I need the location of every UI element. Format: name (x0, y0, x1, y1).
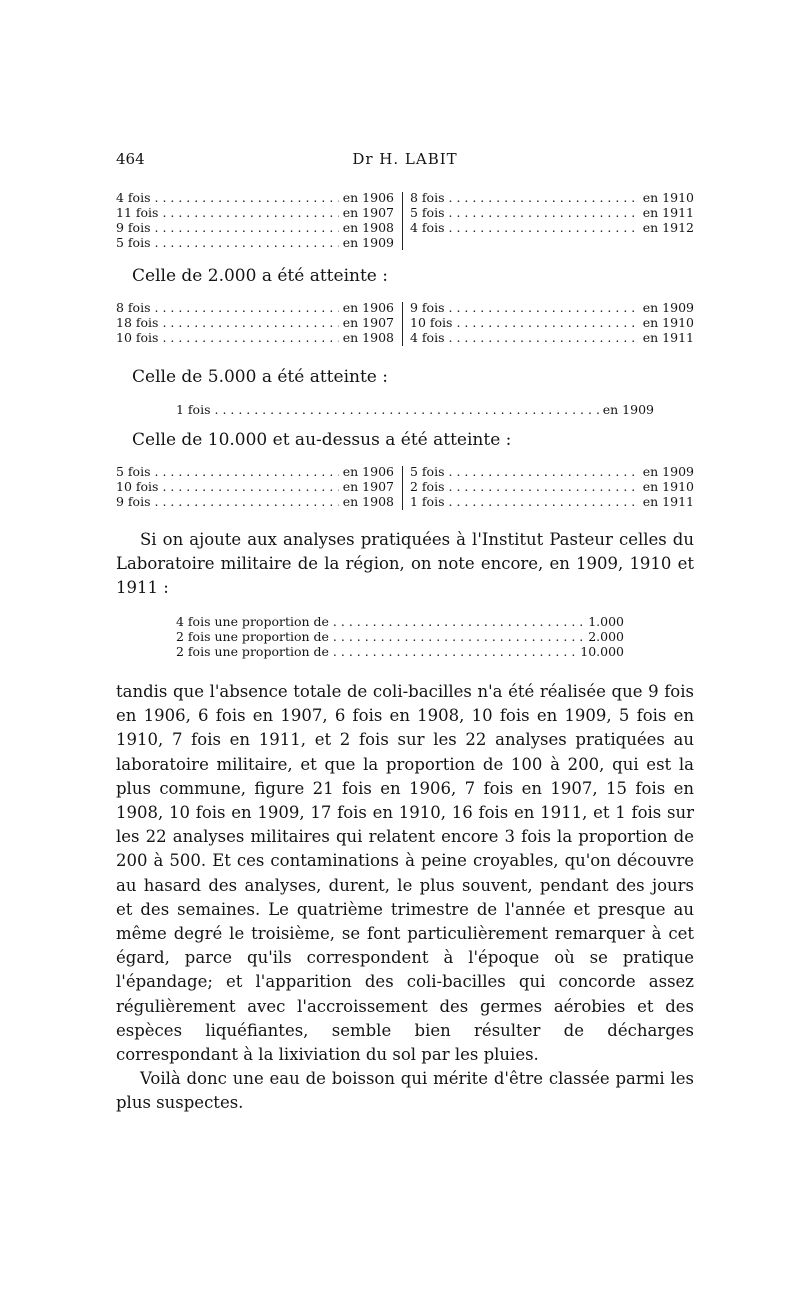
table-block-2 (116, 300, 694, 348)
table-block-2-left (116, 300, 394, 345)
table-row: 9 fois . . . en 1908 (116, 494, 394, 509)
column-divider (402, 192, 403, 250)
table-block-3 (176, 402, 654, 417)
section-heading-5000: Celle de 5.000 a été atteinte : (132, 367, 388, 387)
table-row: 4 fois . . . en 1911 (410, 330, 694, 345)
table-row: 1 fois . . . en 1909 (176, 402, 654, 417)
table-block-2-right (410, 300, 694, 345)
paragraph-conclusion: Voilà donc une eau de boisson qui mérite d'être classée parmi les plus suspectes. (116, 1069, 694, 1113)
table-row: 18 fois . . . en 1907 (116, 315, 394, 330)
table-row: 10 fois . . . en 1910 (410, 315, 694, 330)
paragraph-institut-pasteur: Si on ajoute aux analyses pratiquées à l'Institut Pasteur celles du Laboratoire militaire de la région, on note encore, en 1909, 1910 et 1911 : (116, 530, 694, 598)
running-head-author: Dr H. LABIT (352, 150, 458, 168)
table-block-1 (116, 190, 694, 252)
table-row: 2 fois . . . en 1910 (410, 479, 694, 494)
page-header (116, 150, 694, 174)
table-row: 10 fois . . . en 1908 (116, 330, 394, 345)
proportion-list (176, 614, 624, 659)
table-row: 8 fois . . . en 1910 (410, 190, 694, 205)
table-row: 5 fois . . . en 1906 (116, 464, 394, 479)
page-number: 464 (116, 150, 145, 168)
table-block-4 (116, 464, 694, 512)
table-row: 11 fois . . . en 1907 (116, 205, 394, 220)
section-heading-10000: Celle de 10.000 et au-dessus a été atteinte : (132, 430, 512, 450)
table-row: 9 fois . . . en 1909 (410, 300, 694, 315)
table-block-4-left (116, 464, 394, 509)
table-block-1-left (116, 190, 394, 250)
column-divider (402, 466, 403, 510)
section-heading-2000: Celle de 2.000 a été atteinte : (132, 266, 388, 286)
table-row: 5 fois . . . en 1909 (116, 235, 394, 250)
table-row: 9 fois . . . en 1908 (116, 220, 394, 235)
table-block-4-right (410, 464, 694, 509)
table-row: 1 fois . . . en 1911 (410, 494, 694, 509)
table-block-1-right (410, 190, 694, 235)
table-row: 5 fois . . . en 1911 (410, 205, 694, 220)
table-row: 4 fois . . . en 1912 (410, 220, 694, 235)
list-item: 2 fois une proportion de . . . 2.000 (176, 629, 624, 644)
table-row: 5 fois . . . en 1909 (410, 464, 694, 479)
table-row: 4 fois . . . en 1906 (116, 190, 394, 205)
list-item: 2 fois une proportion de . . . 10.000 (176, 644, 624, 659)
table-row: 10 fois . . . en 1907 (116, 479, 394, 494)
list-item: 4 fois une proportion de . . . 1.000 (176, 614, 624, 629)
paragraph-body: tandis que l'absence totale de coli-bacilles n'a été réalisée que 9 fois en 1906, 6 fois en 1907, 6 fois en 1908, 10 fois en 1909, 5 fois en 1910, 7 fois en 1911, et 2 fois sur les 22 analyses pratiquées au laboratoire militaire, et que la proportion de 100 à 200, qui est la plus commune, figure 21 fois en 1906, 7 fois en 1907, 15 fois en 1908, 10 fois en 1909, 17 fois en 1910, 16 fois en 1911, et 1 fois sur les 22 analyses militaires qui relatent encore 3 fois la proportion de 200 à 500. Et ces contaminations à peine croyables, qu'on découvre au hasard des analyses, durent, le plus souvent, pendant des jours et des semaines. Le quatrième trimestre de l'année et presque au même degré le troisième, se font particulièrement remarquer à cet égard, parce qu'ils correspondent à l'époque où se pratique l'épandage; et l'apparition des coli-bacilles qui concorde assez régulièrement avec l'accroissement des germes aérobies et des espèces liquéfiantes, semble bien résulter de décharges correspondant à la lixiviation du sol par les pluies. Voilà donc une eau de boisson qui mérite d'être classée parmi les plus suspectes. (116, 680, 694, 1116)
column-divider (402, 302, 403, 346)
table-row: 8 fois . . . en 1906 (116, 300, 394, 315)
